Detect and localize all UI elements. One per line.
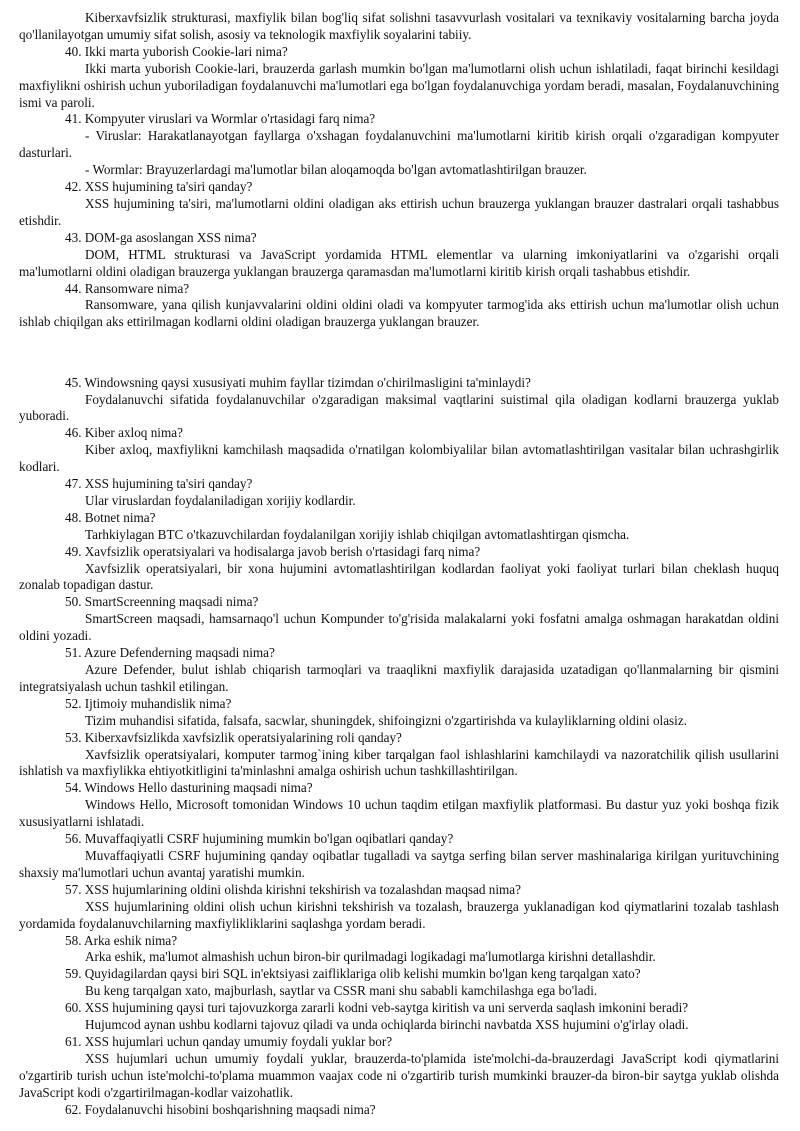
question-heading: 54. Windows Hello dasturining maqsadi nima?: [65, 780, 313, 796]
answer-paragraph: Tizim muhandisi sifatida, falsafa, sacwlar, shuningdek, shifoingizni o'zgartirishda va kulayliklarning oldini olasiz.: [85, 712, 688, 728]
answer-paragraph: Kiber axloq, maxfiylikni kamchilash maqsadida o'rnatilgan kolombiyalilar bilan avtomatlashtirilgan vasitalar bilan uchrashgirlik kodlari.: [19, 442, 779, 475]
answer-paragraph: XSS hujumlarining oldini olish uchun kirishni tekshirish va tozalash, brauzerga yuklanadigan kod qiymatlarini tozalab tashlash yordamida foydalanuvchilarning maxfiylikliklarini saqlashga yordam beradi.: [19, 898, 779, 931]
answer-paragraph: - Wormlar: Brayuzerlardagi ma'lumotlar bilan aloqamoqda bo'lgan avtomatlashtirilgan brauzer.: [85, 162, 587, 178]
question-heading: 41. Kompyuter viruslari va Wormlar o'rtasidagi farq nima?: [65, 111, 376, 127]
question-heading: 56. Muvaffaqiyatli CSRF hujumining mumkin bo'lgan oqibatlari qanday?: [65, 831, 454, 847]
answer-paragraph: DOM, HTML strukturasi va JavaScript yordamida HTML elementlar va ularning imkoniyatlarini va o'zgarishi orqali ma'lumotlarni oldini oladigan brauzerga yuklangan brauzerga qaramasdan ma'lumotlarni kiritib kirish orqali tashabbus etishdir.: [19, 246, 779, 279]
answer-paragraph: Xavfsizlik operatsiyalari, komputer tarmog`ining kiber tarqalgan faol ishlashlarini kamchilaydi va nazoratchilik qilish usullarini ishlatish va maxfiylikka ehtiyotkitligini ta'minlashni amalga oshirish uchun tashkillashtirilgan.: [19, 746, 779, 779]
question-heading: 58. Arka eshik nima?: [65, 932, 178, 948]
answer-paragraph: Foydalanuvchi sifatida foydalanuvchilar o'zgaradigan maksimal vaqtlarini suistimal qila oladigan kodlarni brauzerga yuklab yuboradi.: [19, 391, 779, 424]
question-heading: 43. DOM-ga asoslangan XSS nima?: [65, 229, 257, 245]
answer-paragraph: Azure Defender, bulut ishlab chiqarish tarmoqlari va traaqlikni maxfiylik darajasida uzatadigan qo'llanmalarning bir qismini integratsiyalash uchun tashkil etilingan.: [19, 662, 779, 694]
question-heading: 46. Kiber axloq nima?: [65, 425, 183, 441]
answer-paragraph: Ular viruslardan foydalaniladigan xorijiy kodlardir.: [85, 492, 356, 508]
question-heading: 49. Xavfsizlik operatsiyalari va hodisalarga javob berish o'rtasidagi farq nima?: [65, 543, 481, 559]
question-heading: 60. XSS hujumining qaysi turi tajovuzkorga zararli kodni veb-saytga kiritish va uni serverda saqlash imkonini beradi?: [65, 1000, 689, 1016]
question-heading: 45. Windowsning qaysi xususiyati muhim fayllar tizimdan o'chirilmasligini ta'minlaydi?: [65, 374, 531, 390]
question-heading: 51. Azure Defenderning maqsadi nima?: [65, 645, 275, 661]
question-heading: 59. Quyidagilardan qaysi biri SQL in'ektsiyasi zaifliklariga olib kelishi mumkin bo'lgan keng tarqalgan xato?: [65, 966, 641, 982]
answer-paragraph: - Viruslar: Harakatlanayotgan fayllarga o'xshagan foydalanuvchini ma'lumotlarni kiritib kirish orqali o'zgaradigan kompyuter dasturlari.: [19, 128, 779, 161]
question-heading: 50. SmartScreenning maqsadi nima?: [65, 594, 259, 610]
answer-paragraph: Muvaffaqiyatli CSRF hujumining qanday oqibatlar tugalladi va saytga serfing bilan server mashinalariga kirilgan yurituvchining shaxsiy ma'lumotlari uchun avantaj yaratishi mumkin.: [19, 847, 779, 880]
answer-paragraph: Windows Hello, Microsoft tomonidan Windows 10 uchun taqdim etilgan maxfiylik platformasi. Bu dastur yuz yoki boshqa fizik xususiyatlarni ishlatadi.: [19, 797, 779, 830]
answer-paragraph: SmartScreen maqsadi, hamsarnaqo'l uchun Kompunder to'g'risida malakalarni yoki fosfatni amalga oshmagan harakatdan oldini oldini yozadi.: [19, 611, 779, 644]
blank-line: [19, 344, 779, 361]
answer-paragraph: Tarhkiylagan BTC o'tkazuvchilardan foydalanilgan xorijiy ishlab chiqilgan avtomatlashtirgan qismcha.: [85, 526, 630, 542]
answer-paragraph: XSS hujumining ta'siri, ma'lumotlarni oldini oladigan aks ettirish uchun brauzerga yuklangan brauzer dastralari orqali tashabbus etishdir.: [19, 195, 779, 228]
question-heading: 61. XSS hujumlari uchun qanday umumiy foydali yuklar bor?: [65, 1033, 393, 1049]
question-heading: 62. Foydalanuvchi hisobini boshqarishning maqsadi nima?: [65, 1101, 376, 1117]
answer-paragraph: Ransomware, yana qilish kunjavvalarini oldini oldini oladi va kompyuter tarmog'ida aks ettirish uchun ma'lumotlar olish uchun ishlab chiqilgan aks ettirilmagan kodlarni oldini oladigan brauzerga yuklangan brauzer.: [19, 297, 779, 330]
answer-paragraph: Bu keng tarqalgan xato, majburlash, saytlar va CSSR mani shu sababli kamchilashga ega bo'ladi.: [85, 983, 598, 999]
answer-paragraph: Hujumcod aynan ushbu kodlarni tajovuz qiladi va unda ochiqlarda birinchi navbatda XSS hujumini o'g'irlay oladi.: [85, 1017, 689, 1033]
question-heading: 48. Botnet nima?: [65, 509, 156, 525]
question-heading: 52. Ijtimoiy muhandislik nima?: [65, 695, 232, 711]
question-heading: 57. XSS hujumlarining oldini olishda kirishni tekshirish va tozalashdan maqsad nima?: [65, 881, 522, 897]
question-heading: 42. XSS hujumining ta'siri qanday?: [65, 179, 253, 195]
answer-paragraph: Xavfsizlik operatsiyalari, bir xona hujumini avtomatlashtirilgan kodlardan faoliyat yoki faoliyat turlari bilan cheklash huquq zonalab topadigan dastur.: [19, 560, 779, 593]
answer-paragraph: XSS hujumlari uchun umumiy foydali yuklar, brauzerda-to'plamida iste'molchi-da-brauzerdagi JavaScript kodi qiymatlarini o'zgartirib turish uchun iste'molchi-to'plama muammon vaajax code ni o'zgartirib turish mumkinki brauzer-da biron-bir saytga yuklab olishda JavaScript kodi o'zgartirilmagan-kodlar vaizohatlik.: [19, 1050, 779, 1100]
answer-paragraph: Arka eshik, ma'lumot almashish uchun biron-bir qurilmadagi logikadagi ma'lumotlarga kirishni detallashdir.: [85, 949, 656, 965]
answer-paragraph: Ikki marta yuborish Cookie-lari, brauzerda garlash mumkin bo'lgan ma'lumotlarni olish uchun ishlatiladi, faqat birinchi kesildagi maxfiylikni oshirish uchun yuboriladigan foydalanuvchi ma'lumotlari ega bo'lgan foydalanuvchiga yordam beradi, masalan, Foydalanuvchining ismi va paroli.: [19, 60, 779, 110]
question-heading: 47. XSS hujumining ta'siri qanday?: [65, 476, 253, 492]
answer-paragraph: Kiberxavfsizlik strukturasi, maxfiylik bilan bog'liq sifat solishni tasavvurlash vositalari va texnikaviy vositalarning barcha joyda qo'llanilayotgan umumiy sifat solish, asosiy va teknologik maxfiylik soyalarini tabiiy.: [19, 10, 779, 42]
question-heading: 53. Kiberxavfsizlikda xavfsizlik operatsiyalarining roli qanday?: [65, 729, 402, 745]
question-heading: 44. Ransomware nima?: [65, 280, 190, 296]
question-heading: 40. Ikki marta yuborish Cookie-lari nima?: [65, 43, 288, 59]
